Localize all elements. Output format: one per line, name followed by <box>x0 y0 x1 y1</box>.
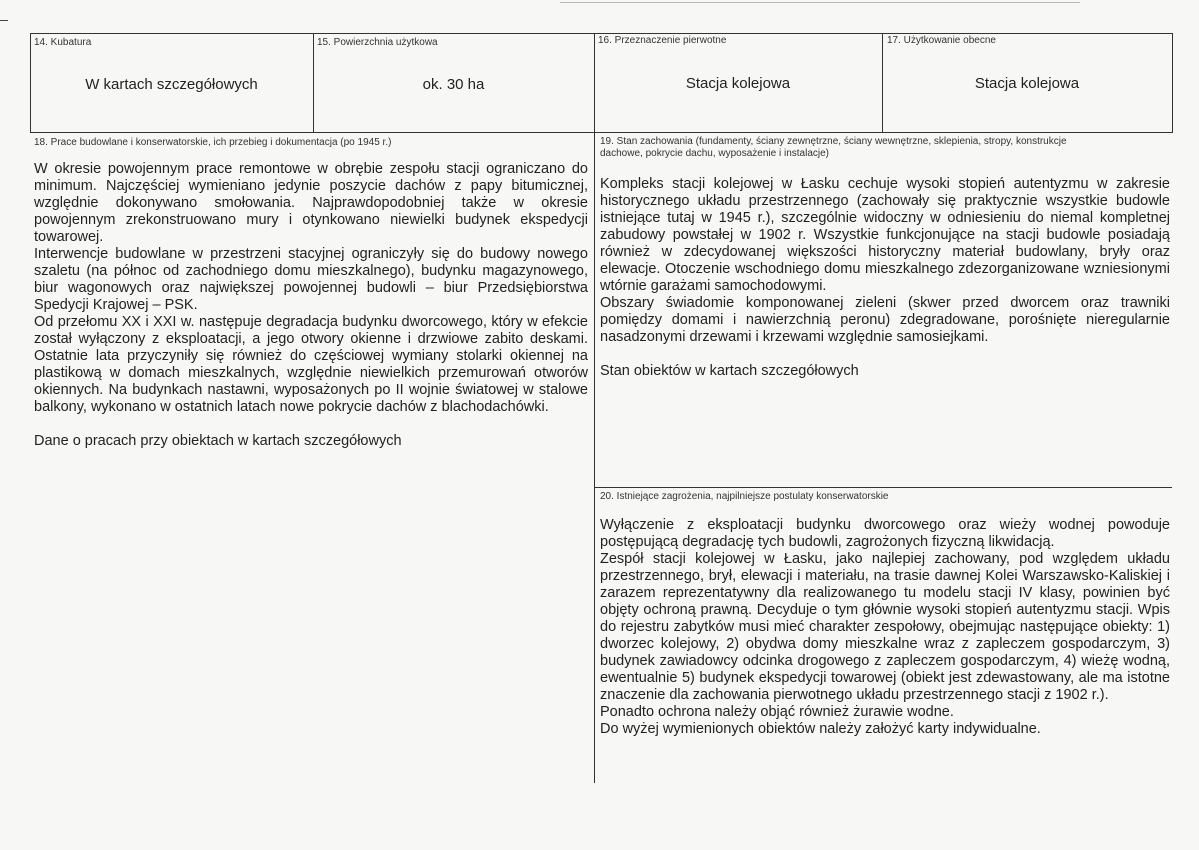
section-19-label: 19. Stan zachowania (fundamenty, ściany zewnętrzne, ściany wewnętrzne, sklepienia, stropy, konstrukcje dachowe, pokrycie dachu, wyposażenie i instalacje) <box>600 136 1067 159</box>
section19-bottom-border <box>594 487 1172 488</box>
section-20-paragraph: Wyłączenie z eksploatacji budynku dworcowego oraz wieży wodnej powoduje postępującą degradację tych budowli, zagrożonych fizyczną likwidacją. <box>600 517 1170 550</box>
section-18-paragraph: W okresie powojennym prace remontowe w obrębie zespołu stacji ograniczano do minimum. Najczęściej wymieniano jedynie poszycie dachów z papy bitumicznej, względnie dokonywano smołowania. Najprawdopodobniej także w okresie powojennym zrekonstruowano mury i otynkowano niewielki budynek ekspedycji towarowej. <box>34 161 588 245</box>
field-17-value: Stacja kolejowa <box>974 75 1080 92</box>
section-20-paragraph: Do wyżej wymienionych obiektów należy założyć karty indywidualne. <box>600 721 1041 737</box>
table-top-border <box>30 33 1172 34</box>
section-18-footer: Dane o pracach przy obiektach w kartach szczegółowych <box>34 433 402 449</box>
section-18-paragraph: Interwencje budowlane w przestrzeni stacyjnej ograniczyły się do budowy nowego szaletu (na północ od zachodniego domu mieszkalnego), budynku magazynowego, biur wagonowych oraz największej powojennej budowli – biur Przedsiębiorstwa Spedycji Krajowej – PSK. <box>34 246 588 313</box>
field-17-label: 17. Użytkowanie obecne <box>887 35 996 46</box>
section-19-paragraph: Obszary świadomie komponowanej zieleni (skwer przed dworcem oraz trawniki pomiędzy domami i nawierzchnią peronu) zdegradowane, porośnięte nieregularnie nasadzonymi drzewami i krzewami względnie samosiejkami. <box>600 295 1170 345</box>
section-20-paragraph: Ponadto ochrona należy objąć również żurawie wodne. <box>600 704 954 720</box>
section-18-body <box>34 161 588 450</box>
section-20-label: 20. Istniejące zagrożenia, najpilniejsze postulaty konserwatorskie <box>600 491 889 502</box>
section-20-body <box>600 517 1170 738</box>
col-divider-center <box>594 33 595 783</box>
top-edge-line <box>560 2 1080 3</box>
row1-bottom-border <box>30 132 1172 133</box>
field-15-label: 15. Powierzchnia użytkowa <box>317 37 438 48</box>
section-18-paragraph: Od przełomu XX i XXI w. następuje degradacja budynku dworcowego, który w efekcie został wyłączony z eksploatacji, a jego otwory okienne i drzwiowe zabito deskami. Ostatnie lata przyczyniły się również do częściowej wymiany stolarki okiennej na plastikową w domach mieszkalnych, względnie niewielkich przemurowań otworów okiennych. Na budynkach nastawni, wyposażonych po II wojnie światowej w stalowe balkony, wykonano w ostatnich latach nowe pokrycie dachów z blachodachówki. <box>34 314 588 415</box>
section-18-label: 18. Prace budowlane i konserwatorskie, ich przebieg i dokumentacja (po 1945 r.) <box>34 137 392 148</box>
section-19-paragraph: Kompleks stacji kolejowej w Łasku cechuje wysoki stopień autentyzmu w zakresie historycznego układu przestrzennego (zachowały się praktycznie wszystkie budowle istniejące tutaj w 1945 r.), szczególnie widoczny w odniesieniu do niemal kompletnej zabudowy powstałej w 1902 r. Wszystkie funkcjonujące na stacji budowle posiadają również w zdecydowanej większości historyczny materiał budowlany, bryły oraz elewacje. Otoczenie wschodniego domu mieszkalnego zdezorganizowane wzniesionymi wtórnie garażami samochodowymi. <box>600 176 1170 294</box>
section-20-paragraph: Zespół stacji kolejowej w Łasku, jako najlepiej zachowany, pod względem układu przestrzennego, brył, elewacji i materiału, na trasie dawnej Kolei Warszawsko-Kaliskiej i zarazem reprezentatywny dla realizowanego tu modelu stacji IV klasy, powinien być objęty ochroną prawną. Decyduje o tym głównie wysoki stopień autentyzmu stacji. Wpis do rejestru zabytków musi mieć charakter zespołowy, obejmując następujące obiekty: 1) dworzec kolejowy, 2) obydwa domy mieszkalne wraz z zapleczem gospodarczym, 3) budynek zawiadowcy odcinka drogowego z zapleczem gospodarczym, 4) wieżę wodną, ewentualnie 5) budynek ekspedycji towarowej (obiekt jest zdewastowany, ale ma istotne znaczenie dla zachowania pierwotnego układu przestrzennego stacji z 1902 r.). <box>600 551 1170 703</box>
field-16-label: 16. Przeznaczenie pierwotne <box>598 35 727 46</box>
section-19-body <box>600 176 1170 380</box>
table-right-border <box>1172 33 1173 133</box>
field-14-value: W kartach szczegółowych <box>85 76 258 93</box>
field-14-label: 14. Kubatura <box>34 37 92 48</box>
field-16-value: Stacja kolejowa <box>685 75 791 92</box>
field-15-value: ok. 30 ha <box>422 76 485 93</box>
corner-mark <box>0 20 8 21</box>
section-19-footer: Stan obiektów w kartach szczegółowych <box>600 363 859 379</box>
